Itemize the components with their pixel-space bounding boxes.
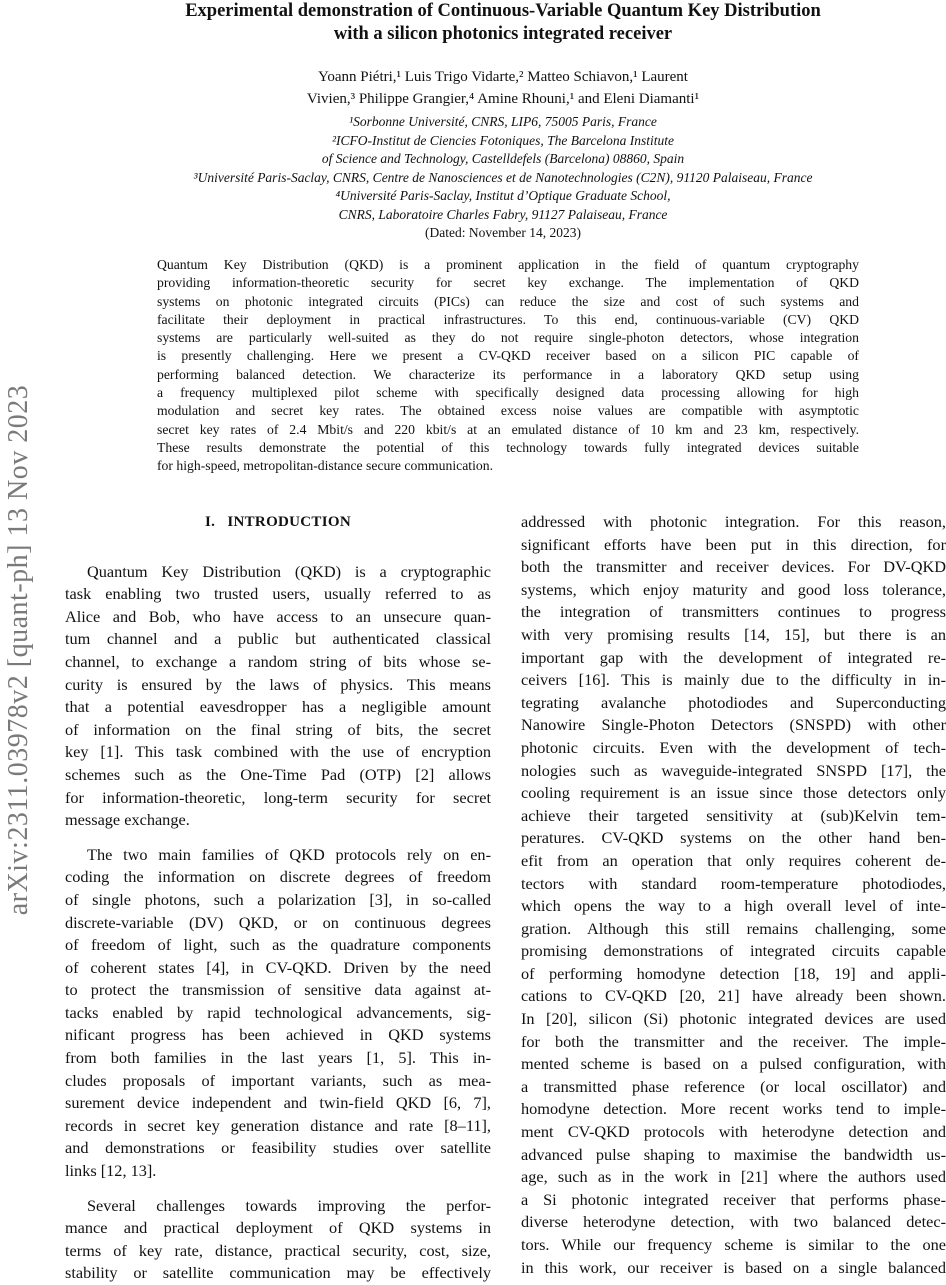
intro-paragraph-2 — [65, 844, 491, 1183]
abstract-line: providing information-theoretic security for secret key exchange. The implementation of QKD — [157, 275, 859, 291]
section-heading — [65, 511, 491, 534]
text-line: systems, which enjoy maturity and good loss tolerance, — [521, 579, 946, 599]
text-line: from both families in the last years [1, 5]. This in- — [65, 1048, 491, 1068]
text-line: promising demonstrations of integrated circuits capable — [521, 941, 946, 961]
text-line: links [12, 13]. — [65, 1161, 157, 1181]
text-line: important gap with the development of integrated re- — [521, 647, 946, 667]
text-line: the integration of transmitters continues to progress — [521, 602, 946, 622]
text-line: schemes such as the One-Time Pad (OTP) [2] allows — [65, 764, 491, 784]
left-column — [65, 511, 491, 1285]
affiliation: ²ICFO-Institut de Ciencies Fotoniques, The Barcelona Institute — [331, 132, 675, 148]
text-line: tacks enabled by rapid technological advancements, sig- — [65, 1002, 491, 1022]
abstract-line: is presently challenging. Here we present a CV-QKD receiver based on a silicon PIC capable of — [157, 348, 859, 364]
intro-paragraph-1 — [65, 561, 491, 832]
text-line: both the transmitter and receiver devices. For DV-QKD — [521, 557, 946, 577]
abstract-line: modulation and secret key rates. The obtained excess noise values are compatible with asymptotic — [157, 403, 859, 419]
text-line: of single photons, such a polarization [3], in so-called — [65, 889, 491, 909]
text-line: that a potential eavesdropper has a negligible amount — [65, 697, 491, 717]
text-line: tectors with standard room-temperature photodiodes, — [521, 873, 946, 893]
section-number: I. — [205, 514, 216, 530]
text-line: cludes proposals of important variants, such as mea- — [65, 1070, 491, 1090]
text-line: to protect the transmission of sensitive data against at- — [65, 980, 491, 1000]
text-line: of coherent states [4], in CV-QKD. Driven by the need — [65, 957, 491, 977]
text-line: nificant progress has been achieved in QKD systems — [65, 1025, 491, 1045]
text-line: Quantum Key Distribution (QKD) is a cryptographic — [87, 561, 491, 581]
text-line: mance and practical deployment of QKD systems in — [65, 1218, 491, 1238]
text-line: achieve their targeted sensitivity at (sub)Kelvin tem- — [521, 805, 946, 825]
text-line: Several challenges towards improving the perfor- — [87, 1195, 491, 1215]
text-line: with very promising results [14, 15], but there is an — [521, 624, 946, 644]
text-line: and demonstrations or feasibility studies over satellite — [65, 1138, 491, 1158]
text-line: Nanowire Single-Photon Detectors (SNSPD) with other — [521, 715, 946, 735]
text-line: channel, to exchange a random string of bits whose se- — [65, 651, 491, 671]
text-line: gration. Although this still remains challenging, some — [521, 918, 946, 938]
text-line: surement device independent and twin-field QKD [6, 7], — [65, 1093, 491, 1113]
date-line: (Dated: November 14, 2023) — [425, 225, 581, 240]
author-line: Vivien,³ Philippe Grangier,⁴ Amine Rhouni,¹ and Eleni Diamanti¹ — [306, 91, 700, 107]
text-line: of performing homodyne detection [18, 19] and appli- — [521, 963, 946, 983]
text-line: significant efforts have been put in this direction, for — [521, 534, 946, 554]
right-column — [521, 511, 946, 1279]
affiliations — [60, 113, 946, 243]
text-line: age, such as in the work in [21] where the authors used — [521, 1167, 946, 1187]
text-line: cooling requirement is an issue since those detectors only — [521, 783, 946, 803]
text-line: tors. While our frequency scheme is similar to the one — [521, 1235, 946, 1254]
text-line: The two main families of QKD protocols rely on en- — [87, 844, 491, 864]
text-line: records in secret key generation distance and rate [8–11], — [65, 1115, 491, 1135]
text-line: homodyne detection. More recent works tend to imple- — [521, 1099, 946, 1119]
abstract-line: facilitate their deployment in practical infrastructures. To this end, continuous-variable (CV) QKD — [157, 311, 859, 327]
author-line: Yoann Piétri,¹ Luis Trigo Vidarte,² Matteo Schiavon,¹ Laurent — [318, 69, 688, 85]
text-line: addressed with photonic integration. For this reason, — [521, 512, 946, 531]
text-line: for both the transmitter and the receiver. The imple- — [521, 1031, 946, 1051]
text-line: of information on the final string of bits, the secret — [65, 719, 491, 739]
abstract-line: a frequency multiplexed pilot scheme with specifically designed data processing allowing for high — [157, 385, 859, 401]
text-line: stability or satellite communication may be effectively — [65, 1263, 491, 1283]
text-line: diverse heterodyne detection, with two balanced detec- — [521, 1212, 946, 1232]
affiliation: CNRS, Laboratoire Charles Fabry, 91127 Palaiseau, France — [338, 206, 668, 222]
abstract-line: systems on photonic integrated circuits (PICs) can reduce the size and cost of such systems and — [157, 293, 859, 309]
abstract-line: Quantum Key Distribution (QKD) is a prominent application in the field of quantum cryptography — [157, 257, 859, 272]
text-line: advanced pulse shaping to maximise the bandwidth us- — [521, 1144, 946, 1164]
arxiv-identifier: arXiv:2311.03978v2 [quant-ph] 13 Nov 2023 — [3, 384, 34, 916]
text-line: photonic circuits. Even with the development of tech- — [521, 737, 946, 757]
text-line: In [20], silicon (Si) photonic integrated devices are used — [521, 1009, 946, 1029]
text-line: cations to CV-QKD [20, 21] have already been shown. — [521, 986, 946, 1006]
text-line: in this work, our receiver is based on a single balanced — [521, 1257, 946, 1277]
abstract-line: These results demonstrate the potential of this technology towards fully integrated devices suitable — [157, 439, 859, 455]
arxiv-sidebar — [2, 220, 36, 1080]
abstract-line: performing balanced detection. We characterize its performance in a laboratory QKD setup using — [157, 366, 859, 382]
abstract-line: for high-speed, metropolitan-distance secure communication. — [157, 458, 493, 474]
text-line: mented scheme is based on a pulsed configuration, with — [521, 1054, 946, 1074]
text-line: peratures. CV-QKD systems on the other hand ben- — [521, 828, 946, 848]
text-line: coding the information on discrete degrees of freedom — [65, 867, 491, 887]
intro-paragraph-3 — [65, 1195, 491, 1285]
text-line: which opens the way to a high overall level of inte- — [521, 896, 946, 916]
text-line: curity is ensured by the laws of physics. This means — [65, 674, 491, 694]
text-line: for information-theoretic, long-term security for secret — [65, 787, 491, 807]
affiliation: of Science and Technology, Castelldefels (Barcelona) 08860, Spain — [321, 151, 685, 166]
abstract — [157, 256, 859, 476]
text-line: of freedom of light, such as the quadrature components — [65, 935, 491, 955]
intro-paragraph-continued — [521, 511, 946, 1279]
abstract-line: systems are particularly well-suited as they do not require single-photon detectors, whose integration — [157, 330, 859, 346]
text-line: task enabling two trusted users, usually referred to as — [65, 584, 491, 604]
text-line: Alice and Bob, who have access to an unsecure quan- — [65, 606, 491, 626]
section-title: INTRODUCTION — [227, 514, 351, 530]
paper-title-line: with a silicon photonics integrated receiver — [333, 24, 673, 44]
paper-title-line: Experimental demonstration of Continuous-Variable Quantum Key Distribution — [185, 1, 821, 21]
paper-title — [60, 0, 946, 46]
text-line: message exchange. — [65, 810, 190, 830]
text-line: a transmitted phase reference (or local oscillator) and — [521, 1076, 946, 1096]
text-line: discrete-variable (DV) QKD, or on continuous degrees — [65, 912, 491, 932]
affiliation: ⁴Université Paris-Saclay, Institut d’Optique Graduate School, — [335, 188, 671, 203]
author-list — [60, 66, 946, 110]
text-line: terms of key rate, distance, practical security, cost, size, — [65, 1240, 491, 1260]
text-line: tum channel and a public but authenticated classical — [65, 629, 491, 649]
text-line: efit from an operation that only requires coherent de- — [521, 850, 946, 870]
text-line: key [1]. This task combined with the use of encryption — [65, 742, 491, 762]
text-line: ment CV-QKD protocols with heterodyne detection and — [521, 1122, 946, 1142]
text-line: nologies such as waveguide-integrated SNSPD [17], the — [521, 760, 946, 780]
text-line: tegrating avalanche photodiodes and Superconducting — [521, 692, 946, 712]
affiliation: ³Université Paris-Saclay, CNRS, Centre de Nanosciences et de Nanotechnologies (C2N), 91120 Palaiseau, France — [193, 169, 813, 185]
text-line: a Si photonic integrated receiver that performs phase- — [521, 1189, 946, 1209]
text-line: ceivers [16]. This is mainly due to the difficulty in in- — [521, 670, 946, 690]
affiliation: ¹Sorbonne Université, CNRS, LIP6, 75005 Paris, France — [349, 114, 657, 129]
abstract-line: secret key rates of 2.4 Mbit/s and 220 kbit/s at an emulated distance of 10 km and 23 km, respectively. — [157, 421, 859, 437]
